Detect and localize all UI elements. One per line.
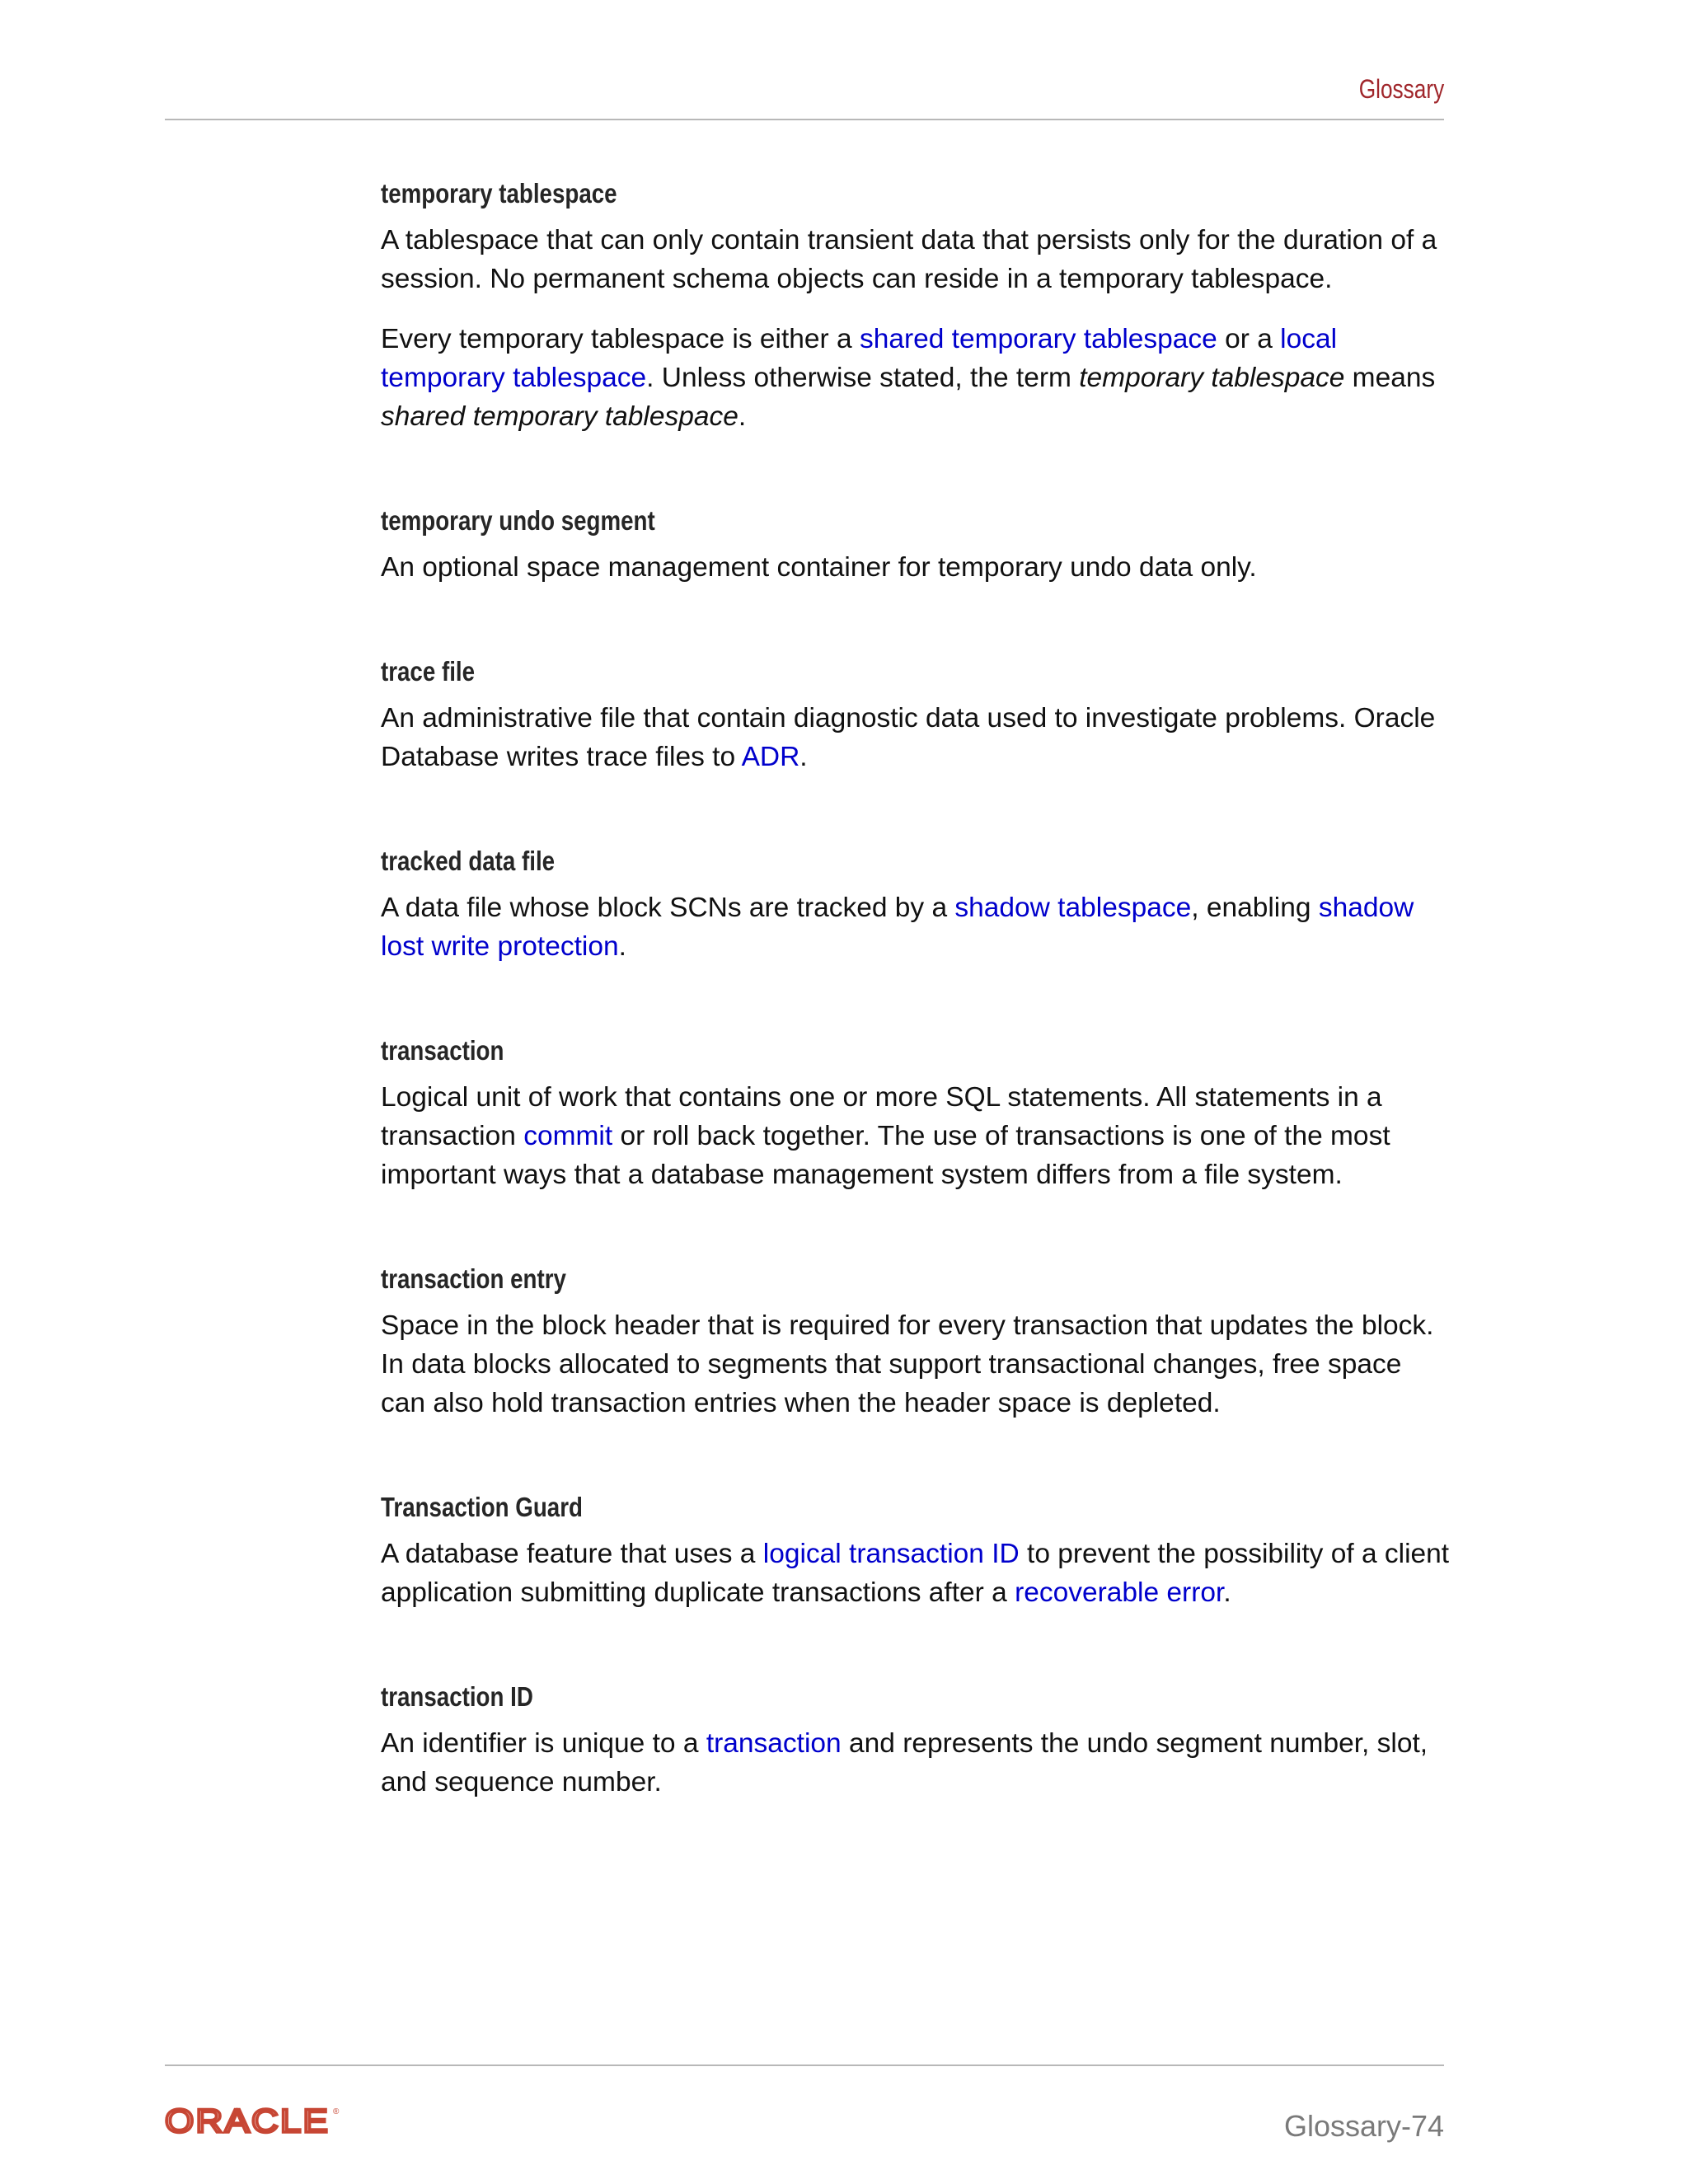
emphasis: temporary tablespace [1079,363,1345,393]
entry-definition [381,1724,1452,1802]
entry-term: trace file [381,656,476,687]
glossary-entry [381,1490,1452,1612]
glossary-entry [381,654,1452,776]
entry-definition: A tablespace that can only contain transient data that persists only for the duration of a session. No permanent schema objects can reside in a temporary tablespace. [381,225,1437,294]
page-number: Glossary-74 [1283,2109,1444,2143]
entry-term: Transaction Guard [381,1492,583,1522]
glossary-entry [381,1033,1452,1194]
link-local-temporary-tablespace[interactable]: local temporary tablespace [381,324,1338,393]
entry-term: tracked data file [381,846,556,876]
link-recoverable-error[interactable]: recoverable error [1015,1577,1224,1608]
oracle-logo-icon [165,2104,343,2137]
text-run: . [799,742,808,772]
text-run: or a [1217,324,1281,354]
text-run: Every temporary tablespace is either a [381,324,860,354]
link-shadow-tablespace[interactable]: shadow tablespace [954,893,1192,923]
entry-definition: Space in the block header that is required for every transaction that updates the block. In data blocks allocated to segments that support transactional changes, free space can also hold transaction entries when the header space is depleted. [381,1310,1434,1418]
entry-term: temporary undo segment [381,505,655,536]
glossary-entry [381,504,1452,587]
glossary-entry [381,1680,1452,1802]
text-run: . [618,931,626,962]
page-header [165,69,1444,120]
text-run: . Unless otherwise stated, the term [646,363,1080,393]
entry-definition [381,1535,1452,1612]
entry-term: temporary tablespace [381,178,617,209]
text-run: A data file whose block SCNs are tracked by a [381,893,955,923]
text-run: or roll back together. The use of transactions is one of the most important ways that a database management system differs from a file system. [381,1121,1390,1190]
link-adr[interactable]: ADR [741,742,800,772]
link-commit[interactable]: commit [523,1121,613,1151]
glossary-entry [381,1262,1452,1422]
entry-term: transaction [381,1035,504,1066]
text-run: . [738,401,747,432]
link-shared-temporary-tablespace[interactable]: shared temporary tablespace [859,324,1217,354]
oracle-logo-svg [165,2104,343,2137]
entry-definition: An optional space management container for temporary undo data only. [381,552,1257,583]
link-logical-transaction-id[interactable]: logical transaction ID [762,1539,1020,1569]
entry-definition [381,699,1452,776]
glossary-entry [381,844,1452,966]
text-run: An identifier is unique to a [381,1728,706,1759]
link-shadow-lost-write-protection[interactable]: shadow lost write protection [381,893,1414,962]
entry-term: transaction ID [381,1681,533,1712]
text-run: . [1223,1577,1231,1608]
registered-mark-icon: ® [333,2107,340,2116]
entry-definition [381,888,1452,966]
entry-definition [381,320,1452,436]
text-run: means [1344,363,1436,393]
text-run: Logical unit of work that contains one or more SQL statements. All statements in a transaction [381,1082,1382,1151]
link-transaction[interactable]: transaction [706,1728,842,1759]
glossary-entry [381,176,1452,436]
glossary-content [381,176,1452,1869]
text-run: to prevent the possibility of a client application submitting duplicate transactions after a [381,1539,1450,1608]
text-run: A database feature that uses a [381,1539,763,1569]
entry-definition [381,1078,1452,1194]
text-run: and represents the undo segment number, slot, and sequence number. [381,1728,1428,1797]
emphasis: shared temporary tablespace [381,401,738,432]
text-run: , enabling [1191,893,1319,923]
header-title: Glossary [1358,74,1444,104]
oracle-logo-wordmark: ORACLE [165,2104,330,2137]
page-footer [165,2064,1444,2157]
entry-term: transaction entry [381,1263,566,1294]
text-run: An administrative file that contain diagnostic data used to investigate problems. Oracle Database writes trace files to [381,703,1436,772]
